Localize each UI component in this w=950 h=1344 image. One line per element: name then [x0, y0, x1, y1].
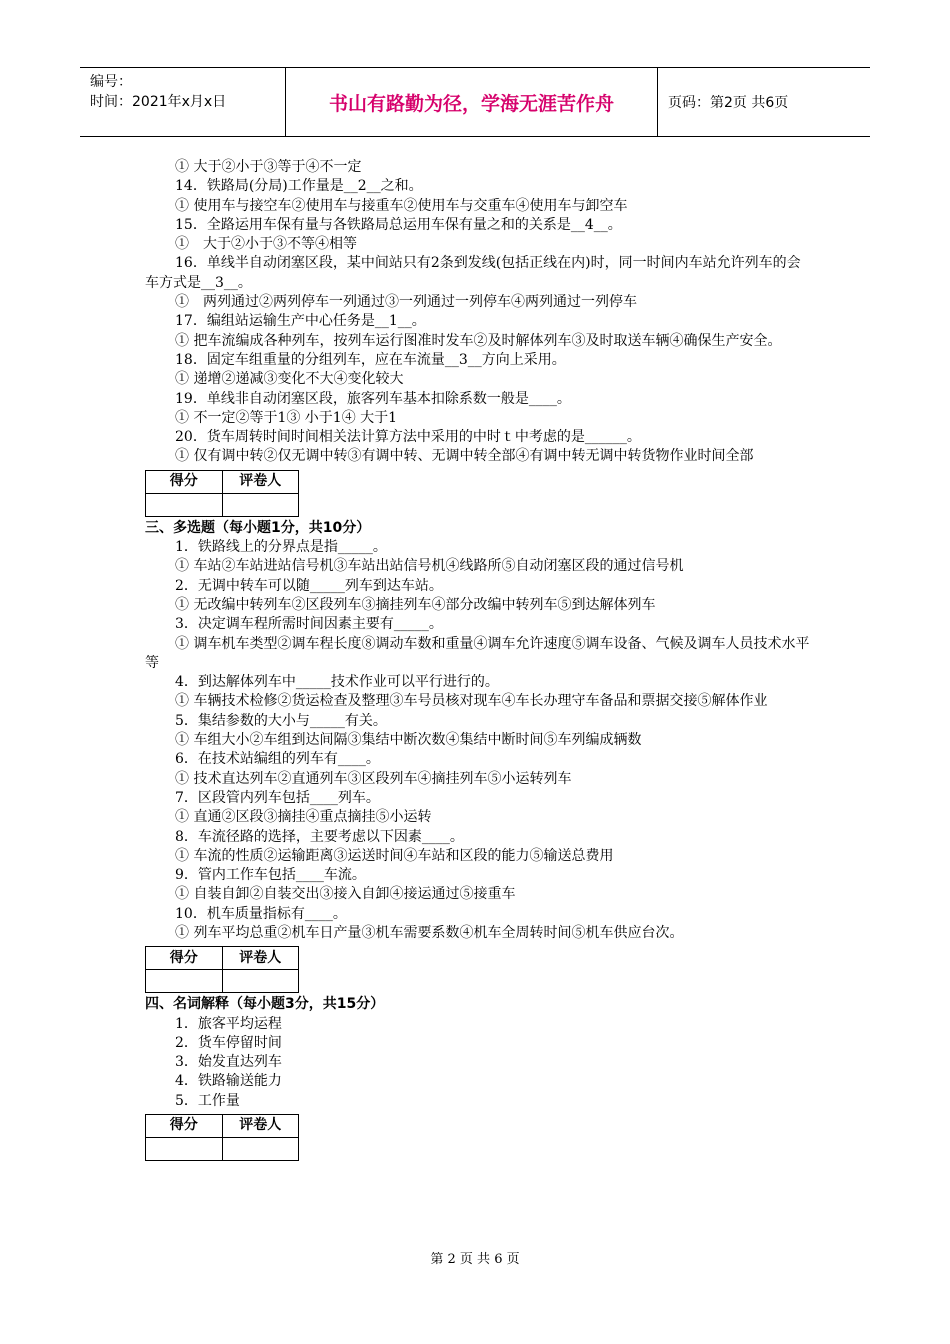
question-line: 9．管内工作车包括____车流。 [175, 867, 366, 884]
question-line: 20．货车周转时间时间相关法计算方法中采用的中时ｔ中考虑的是______。 [175, 429, 641, 446]
score-cell [146, 493, 223, 516]
score-cell [146, 970, 223, 993]
doc-number-label: 编号： [90, 74, 132, 90]
score-label: 得分 [146, 1115, 223, 1138]
term-line: 4．铁路输送能力 [175, 1073, 282, 1090]
question-line: 1．铁路线上的分界点是指_____。 [175, 539, 387, 556]
header-meta [80, 68, 285, 136]
question-line: ① 大于②小于③等于④不一定 [175, 159, 362, 175]
question-line: ① 车流的性质②运输距离③运送时间④车站和区段的能力⑤输送总费用 [175, 847, 614, 864]
score-table [145, 946, 299, 993]
question-line: 19．单线非自动闭塞区段，旅客列车基本扣除系数一般是____。 [175, 390, 571, 407]
grader-label: 评卷人 [222, 470, 299, 493]
grader-cell [222, 970, 299, 993]
question-line: ① 车辆技术检修②货运检查及整理③车号员核对现车④车长办理守车备品和票据交接⑤解体作业 [175, 693, 768, 710]
document-body [145, 158, 810, 1163]
question-line: 5．集结参数的大小与_____有关。 [175, 712, 387, 729]
question-line: ① 无改编中转列车②区段列车③摘挂列车④部分改编中转列车⑤到达解体列车 [175, 596, 656, 613]
question-line: 15．全路运用车保有量与各铁路局总运用车保有量之和的关系是__4__。 [175, 216, 622, 233]
score-table [145, 1114, 299, 1161]
question-line: 10．机车质量指标有____。 [175, 905, 347, 922]
question-line: 4．到达解体列车中_____技术作业可以平行进行的。 [175, 674, 499, 691]
doc-date: 时间：2021年x月x日 [90, 94, 227, 110]
question-line: 6．在技术站编组的列车有____。 [175, 751, 380, 768]
page-header [80, 67, 870, 137]
question-line: ① 大于②小于③不等④相等 [175, 236, 357, 253]
term-line: 2．货车停留时间 [175, 1034, 282, 1051]
header-page-info: 页码：第2页 共6页 [668, 95, 789, 111]
question-line: 7．区段管内列车包括____列车。 [175, 789, 380, 806]
score-label: 得分 [146, 470, 223, 493]
header-motto: 书山有路勤为径，学海无涯苦作舟 [285, 68, 658, 136]
term-line: 5．工作量 [175, 1092, 240, 1109]
question-line: ① 使用车与接空车②使用车与接重车②使用车与交重车④使用车与卸空车 [175, 197, 628, 214]
question-line: 14．铁路局(分局)工作量是__2__之和。 [175, 178, 423, 195]
term-line: 3．始发直达列车 [175, 1054, 282, 1071]
question-line: 3．决定调车程所需时间因素主要有_____。 [175, 616, 443, 633]
section-title: 四、名词解释（每小题3分，共15分） [145, 996, 385, 1013]
question-line: ① 调车机车类型②调车程长度⑧调动车数和重量④调车允许速度⑤调车设备、气候及调车人员技术水平等 [145, 635, 810, 671]
score-cell [146, 1138, 223, 1161]
question-line: 17．编组站运输生产中心任务是__1__。 [175, 313, 426, 330]
question-line: 8．车流径路的选择，主要考虑以下因素____。 [175, 828, 464, 845]
question-line: 16．单线半自动闭塞区段，某中间站只有2条到发线(包括正线在内)时，同一时间内车站允许列车的会车方式是__3__。 [145, 255, 801, 291]
grader-label: 评卷人 [222, 947, 299, 970]
grader-label: 评卷人 [222, 1115, 299, 1138]
section-title: 三、多选题（每小题1分，共10分） [145, 519, 371, 536]
question-line: ① 列车平均总重②机车日产量③机车需要系数④机车全周转时间⑤机车供应台次。 [175, 924, 684, 941]
page-footer: 第 2 页 共 6 页 [430, 1252, 520, 1267]
question-line: ① 车组大小②车组到达间隔③集结中断次数④集结中断时间⑤车列编成辆数 [175, 732, 642, 749]
score-label: 得分 [146, 947, 223, 970]
question-line: ① 车站②车站进站信号机③车站出站信号机④线路所⑤自动闭塞区段的通过信号机 [175, 558, 684, 575]
question-line: ① 不一定②等于1③ 小于1④ 大于1 [175, 409, 398, 426]
question-line: 18．固定车组重量的分组列车，应在车流量__3__方向上采用。 [175, 351, 566, 368]
question-line: ① 直通②区段③摘挂④重点摘挂⑤小运转 [175, 809, 432, 826]
question-line: ① 自装自卸②自装交出③接入自卸④接运通过⑤接重车 [175, 886, 516, 903]
grader-cell [222, 1138, 299, 1161]
question-line: ① 仅有调中转②仅无调中转③有调中转、无调中转全部④有调中转无调中转货物作业时间全部 [175, 448, 754, 465]
question-line: ① 技术直达列车②直通列车③区段列车④摘挂列车⑤小运转列车 [175, 770, 572, 787]
term-line: 1．旅客平均运程 [175, 1015, 282, 1032]
question-line: 2．无调中转车可以随_____列车到达车站。 [175, 577, 443, 594]
score-table [145, 470, 299, 517]
question-line: ① 把车流编成各种列车，按列车运行图准时发车②及时解体列车③及时取送车辆④确保生产安全。 [175, 332, 782, 349]
question-line: ① 两列通过②两列停车一列通过③一列通过一列停车④两列通过一列停车 [175, 294, 637, 311]
question-line: ① 递增②递减③变化不大④变化较大 [175, 371, 404, 388]
grader-cell [222, 493, 299, 516]
